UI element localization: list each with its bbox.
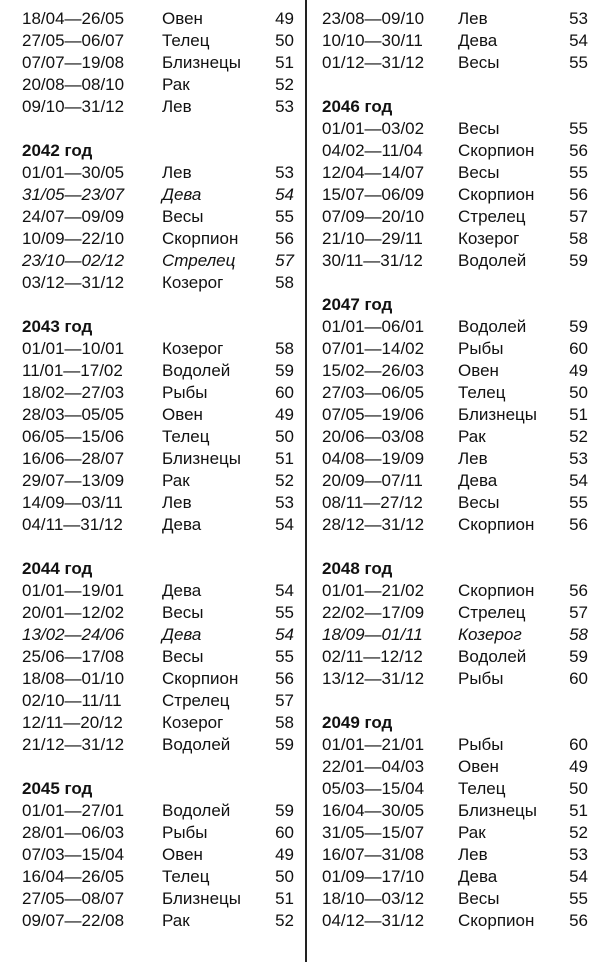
section-gap (22, 118, 294, 140)
date-range: 21/10—29/11 (322, 229, 423, 248)
zodiac-sign: Дева (458, 471, 498, 490)
period-number: 55 (569, 119, 588, 138)
zodiac-sign: Лев (162, 97, 192, 116)
zodiac-sign: Водолей (162, 801, 231, 820)
period-row (22, 822, 294, 844)
period-row (22, 404, 294, 426)
period-number: 56 (569, 185, 588, 204)
date-range: 06/05—15/06 (22, 427, 125, 446)
zodiac-sign: Весы (162, 647, 204, 666)
date-range: 01/01—21/01 (322, 735, 425, 754)
period-row (322, 514, 588, 536)
period-number: 53 (275, 163, 294, 182)
date-range: 27/05—08/07 (22, 889, 125, 908)
period-row (322, 800, 588, 822)
period-number: 56 (275, 229, 294, 248)
period-row (322, 448, 588, 470)
period-row (22, 338, 294, 360)
period-number: 53 (275, 97, 294, 116)
period-number: 51 (569, 801, 588, 820)
period-number: 54 (275, 185, 294, 204)
period-number: 53 (275, 493, 294, 512)
period-row (22, 30, 294, 52)
period-number: 56 (569, 141, 588, 160)
period-row (22, 910, 294, 932)
period-number: 54 (569, 867, 588, 886)
zodiac-sign: Близнецы (458, 405, 537, 424)
section-gap (22, 294, 294, 316)
date-range: 22/01—04/03 (322, 757, 425, 776)
period-row (22, 426, 294, 448)
year-heading: 2044 год (22, 559, 93, 578)
date-range: 11/01—17/02 (22, 361, 123, 380)
year-heading: 2043 год (22, 317, 93, 336)
period-row (322, 580, 588, 602)
period-number: 54 (569, 471, 588, 490)
zodiac-sign: Рыбы (458, 339, 504, 358)
period-row (322, 492, 588, 514)
date-range: 10/10—30/11 (322, 31, 423, 50)
zodiac-sign: Козерог (458, 229, 520, 248)
period-number: 55 (569, 53, 588, 72)
zodiac-sign: Скорпион (458, 581, 535, 600)
year-heading: 2045 год (22, 779, 93, 798)
period-number: 55 (275, 603, 294, 622)
zodiac-sign: Дева (162, 625, 202, 644)
period-number: 54 (569, 31, 588, 50)
period-row (22, 668, 294, 690)
date-range: 07/07—19/08 (22, 53, 125, 72)
zodiac-sign: Скорпион (458, 141, 535, 160)
zodiac-sign: Водолей (458, 317, 527, 336)
period-row (22, 8, 294, 30)
period-row (322, 778, 588, 800)
date-range: 09/07—22/08 (22, 911, 125, 930)
date-range: 14/09—03/11 (22, 493, 123, 512)
period-number: 49 (275, 9, 294, 28)
period-number: 49 (275, 845, 294, 864)
period-number: 55 (569, 889, 588, 908)
zodiac-sign: Дева (162, 185, 202, 204)
column-divider (305, 0, 307, 962)
date-range: 03/12—31/12 (22, 273, 125, 292)
period-number: 56 (569, 581, 588, 600)
period-row (22, 360, 294, 382)
section-gap (22, 536, 294, 558)
period-number: 56 (569, 515, 588, 534)
period-number: 54 (275, 581, 294, 600)
period-number: 52 (275, 75, 294, 94)
zodiac-sign: Телец (162, 31, 210, 50)
zodiac-sign: Лев (458, 845, 488, 864)
period-number: 59 (569, 317, 588, 336)
period-number: 49 (569, 361, 588, 380)
zodiac-sign: Рыбы (458, 669, 504, 688)
period-number: 49 (275, 405, 294, 424)
zodiac-sign: Рак (162, 75, 190, 94)
period-row (22, 250, 294, 272)
zodiac-sign: Весы (162, 603, 204, 622)
period-row (22, 602, 294, 624)
date-range: 20/08—08/10 (22, 75, 125, 94)
zodiac-sign: Козерог (162, 339, 224, 358)
zodiac-sign: Рак (458, 823, 486, 842)
zodiac-sign: Водолей (162, 735, 231, 754)
zodiac-sign: Овен (458, 757, 499, 776)
date-range: 28/03—05/05 (22, 405, 125, 424)
date-range: 28/01—06/03 (22, 823, 125, 842)
section-gap (322, 74, 588, 96)
period-number: 49 (569, 757, 588, 776)
zodiac-sign: Стрелец (162, 251, 236, 270)
period-row (322, 602, 588, 624)
period-number: 58 (275, 713, 294, 732)
date-range: 20/06—03/08 (322, 427, 425, 446)
year-heading: 2047 год (322, 295, 393, 314)
period-number: 58 (275, 339, 294, 358)
zodiac-sign: Скорпион (458, 911, 535, 930)
period-row (22, 866, 294, 888)
period-number: 60 (569, 339, 588, 358)
date-range: 24/07—09/09 (22, 207, 125, 226)
date-range: 02/10—11/11 (22, 691, 122, 710)
date-range: 25/06—17/08 (22, 647, 125, 666)
date-range: 02/11—12/12 (322, 647, 423, 666)
period-number: 54 (275, 625, 294, 644)
zodiac-sign: Весы (458, 119, 500, 138)
period-number: 55 (569, 493, 588, 512)
date-range: 22/02—17/09 (322, 603, 425, 622)
year-heading: 2049 год (322, 713, 393, 732)
date-range: 07/05—19/06 (322, 405, 425, 424)
zodiac-sign: Близнецы (162, 449, 241, 468)
date-range: 16/04—26/05 (22, 867, 125, 886)
zodiac-sign: Рак (162, 471, 190, 490)
zodiac-sign: Рыбы (458, 735, 504, 754)
period-row (322, 404, 588, 426)
period-row (22, 184, 294, 206)
date-range: 01/01—19/01 (22, 581, 125, 600)
zodiac-sign: Дева (458, 867, 498, 886)
period-number: 59 (275, 361, 294, 380)
zodiac-sign: Овен (162, 845, 203, 864)
period-number: 58 (275, 273, 294, 292)
date-range: 01/12—31/12 (322, 53, 425, 72)
zodiac-sign: Весы (458, 163, 500, 182)
zodiac-sign: Телец (162, 867, 210, 886)
period-row (22, 800, 294, 822)
period-row (322, 228, 588, 250)
period-number: 50 (569, 383, 588, 402)
date-range: 23/10—02/12 (22, 251, 125, 270)
date-range: 29/07—13/09 (22, 471, 125, 490)
period-row (322, 338, 588, 360)
period-row (22, 74, 294, 96)
zodiac-sign: Водолей (458, 251, 527, 270)
period-row (22, 492, 294, 514)
period-number: 52 (569, 823, 588, 842)
period-row (322, 646, 588, 668)
period-row (22, 514, 294, 536)
period-number: 59 (275, 735, 294, 754)
zodiac-sign: Телец (162, 427, 210, 446)
date-range: 01/09—17/10 (322, 867, 425, 886)
period-number: 50 (569, 779, 588, 798)
date-range: 08/11—27/12 (322, 493, 423, 512)
zodiac-sign: Близнецы (162, 53, 241, 72)
period-row (22, 52, 294, 74)
period-number: 60 (275, 383, 294, 402)
period-row (22, 580, 294, 602)
zodiac-sign: Водолей (458, 647, 527, 666)
zodiac-sign: Лев (458, 449, 488, 468)
period-row (322, 866, 588, 888)
period-number: 50 (275, 867, 294, 886)
period-number: 57 (569, 207, 588, 226)
date-range: 10/09—22/10 (22, 229, 125, 248)
period-row (22, 272, 294, 294)
date-range: 30/11—31/12 (322, 251, 423, 270)
period-row (322, 888, 588, 910)
period-row (322, 624, 588, 646)
period-number: 51 (569, 405, 588, 424)
period-row (22, 470, 294, 492)
date-range: 04/02—11/04 (322, 141, 423, 160)
date-range: 04/08—19/09 (322, 449, 425, 468)
zodiac-sign: Телец (458, 383, 506, 402)
period-row (22, 96, 294, 118)
section-gap (22, 756, 294, 778)
period-number: 55 (569, 163, 588, 182)
period-row (322, 382, 588, 404)
period-row (22, 228, 294, 250)
date-range: 27/05—06/07 (22, 31, 125, 50)
period-row (322, 184, 588, 206)
date-range: 18/02—27/03 (22, 383, 125, 402)
zodiac-sign: Весы (458, 53, 500, 72)
period-row (322, 734, 588, 756)
date-range: 01/01—03/02 (322, 119, 425, 138)
date-range: 12/04—14/07 (322, 163, 425, 182)
date-range: 28/12—31/12 (322, 515, 425, 534)
right-column (322, 8, 588, 932)
period-number: 52 (275, 471, 294, 490)
period-row (22, 206, 294, 228)
zodiac-sign: Рыбы (162, 823, 208, 842)
period-number: 53 (569, 9, 588, 28)
period-row (22, 844, 294, 866)
period-number: 54 (275, 515, 294, 534)
zodiac-sign: Дева (162, 581, 202, 600)
zodiac-sign: Стрелец (162, 691, 230, 710)
date-range: 20/09—07/11 (322, 471, 423, 490)
period-row (322, 118, 588, 140)
period-row (22, 162, 294, 184)
zodiac-sign: Весы (458, 889, 500, 908)
left-column (22, 8, 294, 932)
date-range: 13/02—24/06 (22, 625, 125, 644)
date-range: 01/01—27/01 (22, 801, 125, 820)
period-number: 50 (275, 427, 294, 446)
date-range: 05/03—15/04 (322, 779, 425, 798)
period-row (322, 206, 588, 228)
period-number: 57 (275, 251, 294, 270)
zodiac-sign: Лев (458, 9, 488, 28)
period-row (22, 624, 294, 646)
period-row (322, 316, 588, 338)
date-range: 01/01—10/01 (22, 339, 125, 358)
period-number: 59 (275, 801, 294, 820)
date-range: 16/06—28/07 (22, 449, 125, 468)
date-range: 21/12—31/12 (22, 735, 125, 754)
period-row (322, 8, 588, 30)
period-row (322, 470, 588, 492)
period-row (322, 426, 588, 448)
date-range: 07/03—15/04 (22, 845, 125, 864)
period-row (22, 690, 294, 712)
date-range: 01/01—06/01 (322, 317, 425, 336)
date-range: 04/11—31/12 (22, 515, 123, 534)
section-gap (322, 536, 588, 558)
zodiac-sign: Скорпион (458, 515, 535, 534)
period-number: 60 (569, 669, 588, 688)
year-heading: 2046 год (322, 97, 393, 116)
zodiac-sign: Козерог (162, 713, 224, 732)
date-range: 31/05—23/07 (22, 185, 125, 204)
zodiac-sign: Дева (458, 31, 498, 50)
period-number: 57 (569, 603, 588, 622)
zodiac-sign: Стрелец (458, 207, 526, 226)
zodiac-sign: Близнецы (458, 801, 537, 820)
date-range: 12/11—20/12 (22, 713, 123, 732)
period-row (322, 52, 588, 74)
date-range: 18/10—03/12 (322, 889, 425, 908)
period-number: 56 (275, 669, 294, 688)
zodiac-sign: Овен (162, 9, 203, 28)
period-number: 58 (569, 229, 588, 248)
period-row (22, 448, 294, 470)
date-range: 13/12—31/12 (322, 669, 425, 688)
period-row (322, 756, 588, 778)
period-row (322, 140, 588, 162)
period-number: 52 (569, 427, 588, 446)
zodiac-sign: Овен (458, 361, 499, 380)
period-row (22, 712, 294, 734)
period-row (22, 888, 294, 910)
period-row (322, 668, 588, 690)
date-range: 01/01—30/05 (22, 163, 125, 182)
period-number: 60 (275, 823, 294, 842)
date-range: 15/02—26/03 (322, 361, 425, 380)
date-range: 07/09—20/10 (322, 207, 425, 226)
period-row (322, 844, 588, 866)
period-row (322, 30, 588, 52)
zodiac-sign: Лев (162, 493, 192, 512)
date-range: 23/08—09/10 (322, 9, 425, 28)
date-range: 31/05—15/07 (322, 823, 425, 842)
period-row (22, 382, 294, 404)
section-gap (322, 690, 588, 712)
zodiac-sign: Дева (162, 515, 202, 534)
date-range: 20/01—12/02 (22, 603, 125, 622)
zodiac-sign: Козерог (162, 273, 224, 292)
period-number: 60 (569, 735, 588, 754)
zodiac-sign: Козерог (458, 625, 522, 644)
period-row (22, 646, 294, 668)
date-range: 18/09—01/11 (322, 625, 423, 644)
period-number: 53 (569, 449, 588, 468)
zodiac-sign: Рыбы (162, 383, 208, 402)
period-number: 51 (275, 449, 294, 468)
zodiac-sign: Рак (458, 427, 486, 446)
zodiac-sign: Водолей (162, 361, 231, 380)
period-number: 55 (275, 207, 294, 226)
date-range: 04/12—31/12 (322, 911, 425, 930)
zodiac-sign: Весы (458, 493, 500, 512)
period-row (322, 250, 588, 272)
date-range: 09/10—31/12 (22, 97, 125, 116)
period-row (322, 822, 588, 844)
period-number: 59 (569, 647, 588, 666)
period-number: 52 (275, 911, 294, 930)
period-number: 50 (275, 31, 294, 50)
zodiac-sign: Скорпион (162, 669, 239, 688)
period-number: 55 (275, 647, 294, 666)
date-range: 01/01—21/02 (322, 581, 425, 600)
date-range: 07/01—14/02 (322, 339, 425, 358)
date-range: 18/08—01/10 (22, 669, 125, 688)
zodiac-sign: Близнецы (162, 889, 241, 908)
zodiac-sign: Весы (162, 207, 204, 226)
date-range: 15/07—06/09 (322, 185, 425, 204)
date-range: 27/03—06/05 (322, 383, 425, 402)
date-range: 16/04—30/05 (322, 801, 425, 820)
zodiac-sign: Рак (162, 911, 190, 930)
period-number: 59 (569, 251, 588, 270)
period-number: 51 (275, 889, 294, 908)
zodiac-sign: Стрелец (458, 603, 526, 622)
period-number: 57 (275, 691, 294, 710)
period-row (322, 360, 588, 382)
zodiac-sign: Лев (162, 163, 192, 182)
section-gap (322, 272, 588, 294)
period-row (22, 734, 294, 756)
zodiac-sign: Овен (162, 405, 203, 424)
period-number: 56 (569, 911, 588, 930)
date-range: 16/07—31/08 (322, 845, 425, 864)
period-number: 51 (275, 53, 294, 72)
zodiac-sign: Скорпион (162, 229, 239, 248)
zodiac-sign: Телец (458, 779, 506, 798)
year-heading: 2042 год (22, 141, 93, 160)
period-row (322, 162, 588, 184)
period-number: 58 (569, 625, 588, 644)
zodiac-sign: Скорпион (458, 185, 535, 204)
year-heading: 2048 год (322, 559, 393, 578)
period-row (322, 910, 588, 932)
period-number: 53 (569, 845, 588, 864)
date-range: 18/04—26/05 (22, 9, 125, 28)
